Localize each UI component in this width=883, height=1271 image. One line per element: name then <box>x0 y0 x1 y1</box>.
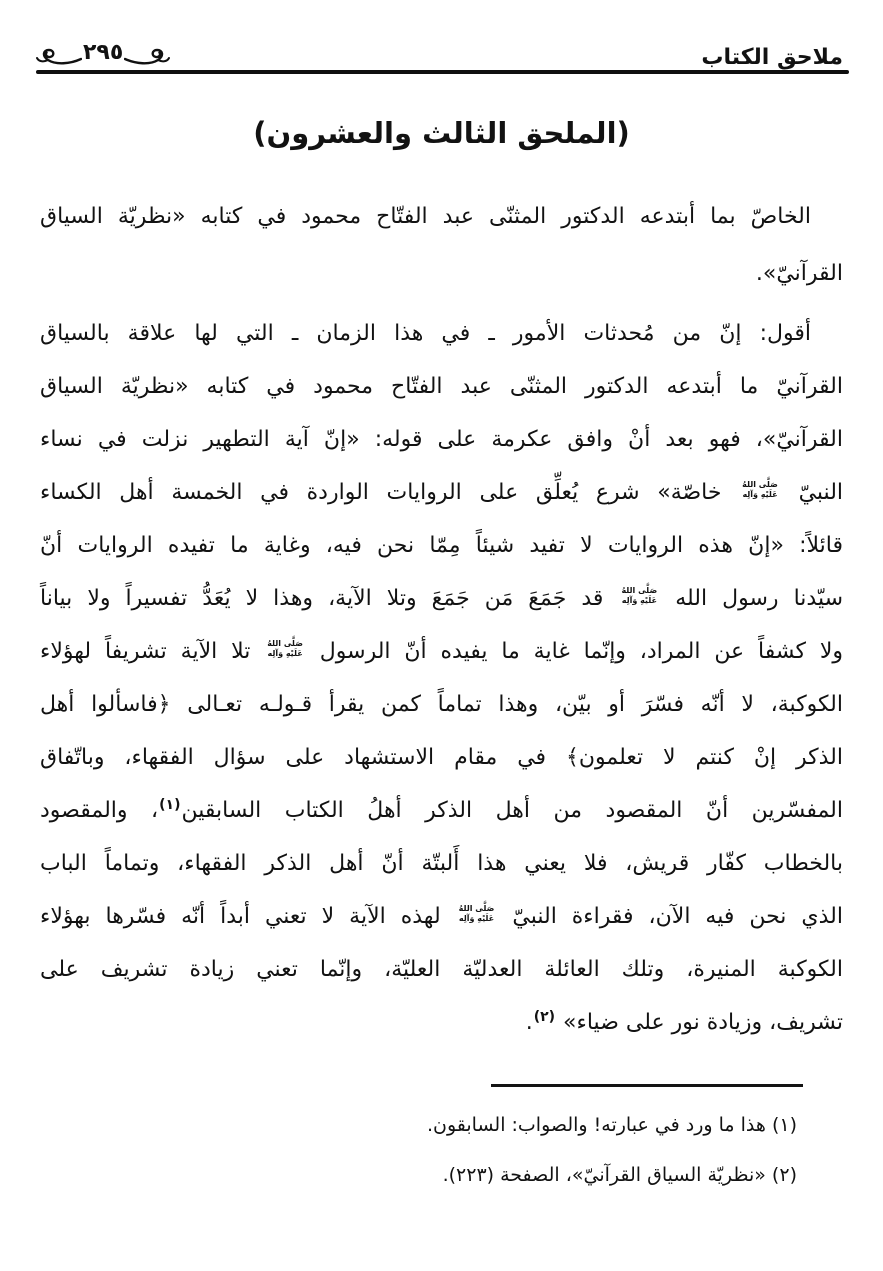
text-segment: تشريف، وزيادة نور على ضياء» <box>563 1010 843 1035</box>
salawat-top: صَلَّى اللهُ <box>742 480 778 490</box>
footnote-2: (٢) «نظريّة السياق القرآنيّ»، الصفحة (٢٢٣). <box>442 1164 797 1186</box>
text-segment: . <box>525 1010 533 1035</box>
text-segment: سيّدنا رسول الله <box>675 586 844 611</box>
text-segment: الذي نحن فيه الآن، فقراءة النبيّ <box>512 904 843 929</box>
flourish-right-icon <box>124 47 170 67</box>
page-number-ornament <box>36 40 170 70</box>
header-divider <box>36 70 849 74</box>
text-line <box>40 890 843 943</box>
salawat-mark <box>742 480 778 499</box>
text-line <box>40 572 843 625</box>
text-segment: لهذه الآية لا تعني أبداً أنّه فسّرها بهؤلاء <box>40 904 441 929</box>
footnote-ref-1: (١) <box>159 796 181 813</box>
text-line: بالخطاب كفّار قريش، فلا يعني هذا أَلبتّة أنّ أهل الذكر الفقهاء، وتماماً الباب <box>40 851 843 876</box>
page-number: ٢٩٥ <box>83 40 124 65</box>
page-body <box>40 188 843 1049</box>
salawat-bottom: عَلَيْهِ وَآلِه <box>267 649 303 658</box>
text-line: أقول: إنّ من مُحدثات الأمور ـ في هذا الزمان ـ التي لها علاقة بالسياق <box>40 321 811 346</box>
text-line: الخاصّ بما أبتدعه الدكتور المثنّى عبد الفتّاح محمود في كتابه «نظريّة السياق <box>40 204 811 229</box>
page-header <box>36 24 843 70</box>
text-line: قائلاً: «إنّ هذه الروايات لا تفيد شيئاً مِمّا نحن فيه، وغاية ما تفيده الروايات أنّ <box>40 533 843 558</box>
flourish-left-icon <box>36 47 82 67</box>
appendix-title: (الملحق الثالث والعشرون) <box>253 116 630 150</box>
running-head-section-title: ملاحق الكتاب <box>701 45 843 70</box>
footnote-ref-2: (٢) <box>533 1008 556 1025</box>
footnote-divider <box>491 1084 803 1087</box>
footnote-1: (١) هذا ما ورد في عبارته! والصواب: السابقون. <box>426 1114 797 1136</box>
text-line: القرآنيّ ما أبتدعه الدكتور المثنّى عبد الفتّاح محمود في كتابه «نظريّة السياق <box>40 374 843 399</box>
salawat-top: صَلَّى اللهُ <box>267 639 303 649</box>
salawat-bottom: عَلَيْهِ وَآلِه <box>621 596 657 605</box>
text-segment: خاصّة» شرع يُعلِّق على الروايات الواردة في الخمسة أهل الكساء <box>40 480 722 505</box>
text-segment: ، والمقصود <box>40 798 159 823</box>
intro-paragraph <box>40 188 843 302</box>
salawat-top: صَلَّى اللهُ <box>458 904 495 914</box>
text-segment: قد جَمَعَ مَن جَمَعَ وتلا الآية، وهذا لا يُعَدُّ تفسيراً ولا بياناً <box>40 586 604 611</box>
text-line <box>40 466 843 519</box>
main-paragraph <box>40 307 843 1049</box>
salawat-top: صَلَّى اللهُ <box>621 586 658 596</box>
salawat-mark <box>267 639 303 658</box>
text-line <box>40 784 843 837</box>
salawat-bottom: عَلَيْهِ وَآلِه <box>742 490 778 499</box>
salawat-mark <box>621 586 657 605</box>
salawat-mark <box>459 904 495 923</box>
text-segment: ولا كشفاً عن المراد، وإنّما غاية ما يفيده أنّ الرسول <box>319 639 843 664</box>
salawat-bottom: عَلَيْهِ وَآلِه <box>458 914 495 923</box>
text-line <box>40 996 843 1049</box>
text-segment: المفسّرين أنّ المقصود من أهل الذكر أهلُ الكتاب السابقين <box>181 798 843 823</box>
text-line: القرآنيّ»، فهو بعد أنْ وافق عكرمة على قوله: «إنّ آية التطهير نزلت في نساء <box>40 427 843 452</box>
text-segment: النبيّ <box>798 480 844 505</box>
text-line: الكوكبة المنيرة، وتلك العائلة العدليّة العليّة، وإنّما تعني زيادة تشريف على <box>40 957 843 982</box>
text-segment: تلا الآية تشريفاً لهؤلاء <box>40 639 251 664</box>
text-line: القرآنيّ». <box>755 261 843 286</box>
text-line: الذكر إنْ كنتم لا تعلمون﴾ في مقام الاستشهاد على سؤال الفقهاء، وباتّفاق <box>40 745 843 770</box>
footnotes <box>60 1100 797 1200</box>
text-line: الكوكبة، لا أنّه فسّرَ أو بيّن، وهذا تماماً كمن يقرأ قـولـه تعـالى ﴿فاسألوا أهل <box>40 692 843 717</box>
text-line <box>40 625 843 678</box>
